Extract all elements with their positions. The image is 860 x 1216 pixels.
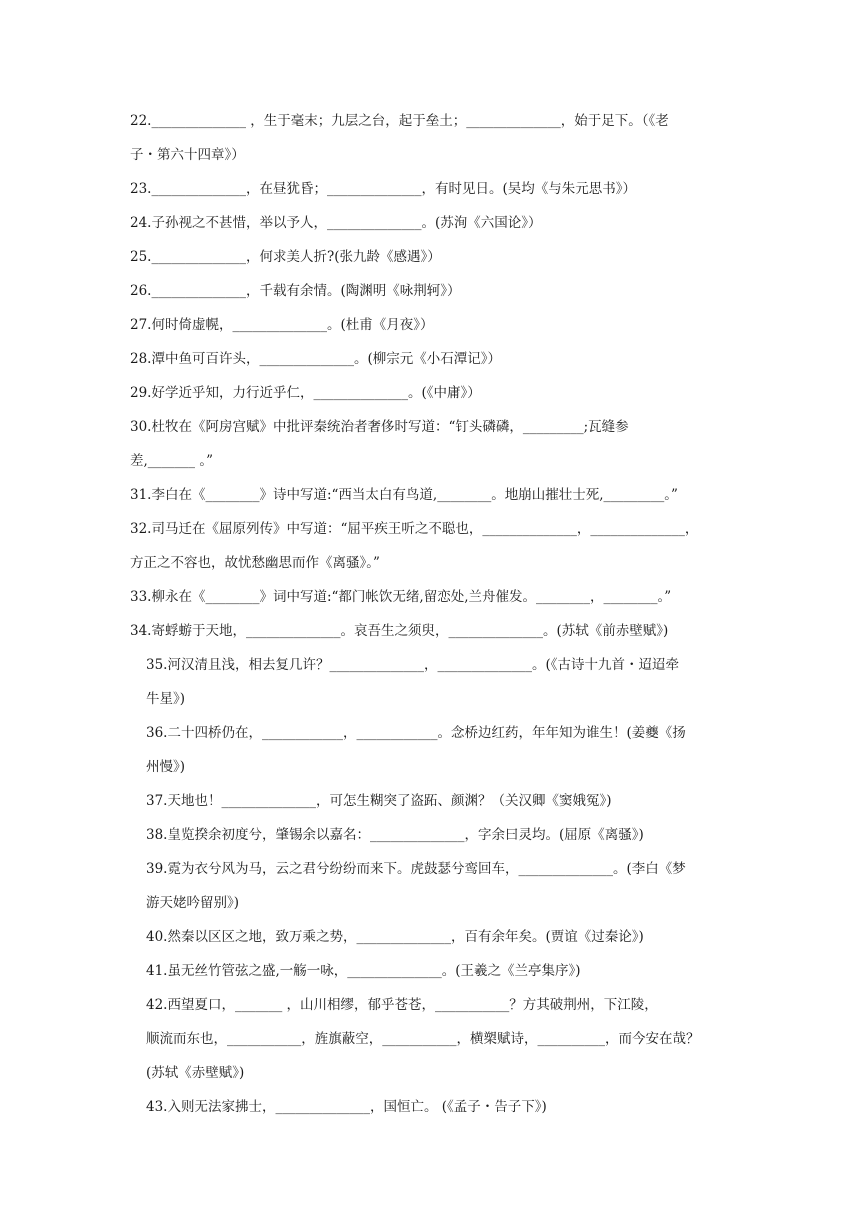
question-text-line: 31.李白在《________》诗中写道:“西当太白有鸟道,________。地崩山摧壮士死,_________。” [130,487,678,503]
question-text-line: 35.河汉清且浅，相去复几许？______________，______________。(《古诗十九首・迢迢牵 [146,657,679,673]
question-item [146,1090,730,1124]
question-item [130,376,730,410]
question-text-line: 39.霓为衣兮风为马，云之君兮纷纷而来下。虎鼓瑟兮鸾回车，______________。(李白《梦 [146,861,686,877]
question-item [130,342,730,376]
question-text-line: 游天姥吟留别》) [146,895,240,911]
question-text-line: 牛星》) [146,691,186,707]
question-item [146,818,730,852]
question-text-line: 24.子孙视之不甚惜，举以予人，______________。(苏洵《六国论》） [130,215,542,231]
question-item [130,172,730,206]
question-text-line: 32.司马迁在《屈原列传》中写道：“屈平疾王听之不聪也，______________，______________， [130,521,699,537]
question-text-line: 36.二十四桥仍在，____________，____________。念桥边红药，年年知为谁生！(姜夔《扬 [146,725,686,741]
question-text-line: 41.虽无丝竹管弦之盛,一觞一咏，______________。(王羲之《兰亭集序》) [146,963,581,979]
question-text-line: 差,_______ 。” [130,453,213,469]
question-text-line: 子・第六十四章》） [130,147,245,163]
question-text-line: 29.好学近乎知，力行近乎仁，______________。(《中庸》） [130,385,481,401]
question-text-line: 25.______________，何求美人折?(张九龄《感遇》） [130,249,441,265]
question-text-line: 26.______________，千载有余情。(陶渊明《咏荆轲》） [130,283,461,299]
question-item [130,308,730,342]
question-text-line: 38.皇览揆余初度兮，肇锡余以嘉名：______________，字余曰灵均。(屈原《离骚》) [146,827,644,843]
question-text-line: 42.西望夏口，_______ ，山川相缪，郁乎苍苍，___________？方其破荆州，下江陵， [146,997,658,1013]
question-text-line: 33.柳永在《________》词中写道:“都门帐饮无绪,留恋处,兰舟催发。________，________。” [130,589,672,605]
question-text-line: 34.寄蜉蝣于天地，______________。哀吾生之须臾，______________。(苏轼《前赤壁赋》) [130,623,669,639]
question-text-line: (苏轼《赤壁赋》) [146,1065,245,1081]
question-text-line: 28.潭中鱼可百许头，______________。(柳宗元《小石潭记》） [130,351,501,367]
question-item [130,206,730,240]
question-item [130,240,730,274]
question-item [146,784,730,818]
question-item [146,988,730,1090]
question-item [130,410,730,478]
question-text-line: 顺流而东也，___________，旌旗蔽空，___________，横槊赋诗，__________，而今安在哉？ [146,1031,700,1047]
question-text-line: 州慢》) [146,759,186,775]
question-item [130,580,730,614]
question-text-line: 23.______________，在昼犹昏；______________，有时见日。(吴均《与朱元思书》） [130,181,636,197]
question-text-line: 27.何时倚虚幌，______________。(杜甫《月夜》） [130,317,434,333]
question-item [130,478,730,512]
question-text-line: 37.天地也！______________，可怎生糊突了盗跖、颜渊？（关汉卿《窦娥冤》) [146,793,612,809]
question-item [130,274,730,308]
question-text-line: 22.______________ ，生于毫末；九层之台，起于垒土；______________，始于足下。（《老 [130,113,669,129]
question-item [146,852,730,920]
question-item [130,104,730,172]
question-item [146,716,730,784]
question-item [146,648,730,716]
question-text-line: 30.杜牧在《阿房宫赋》中批评秦统治者奢侈时写道：“钉头磷磷，_________;瓦缝参 [130,419,629,435]
question-text-line: 40.然秦以区区之地，致万乘之势，______________，百有余年矣。(贾谊《过秦论》) [146,929,644,945]
question-item [130,512,730,580]
question-item [130,614,730,648]
question-text-line: 43.入则无法家拂士，______________，国恒亡。 (《孟子・告子下》) [146,1099,547,1115]
question-item [146,954,730,988]
question-text-line: 方正之不容也，故忧愁幽思而作《离骚》。” [130,555,380,571]
question-item [146,920,730,954]
